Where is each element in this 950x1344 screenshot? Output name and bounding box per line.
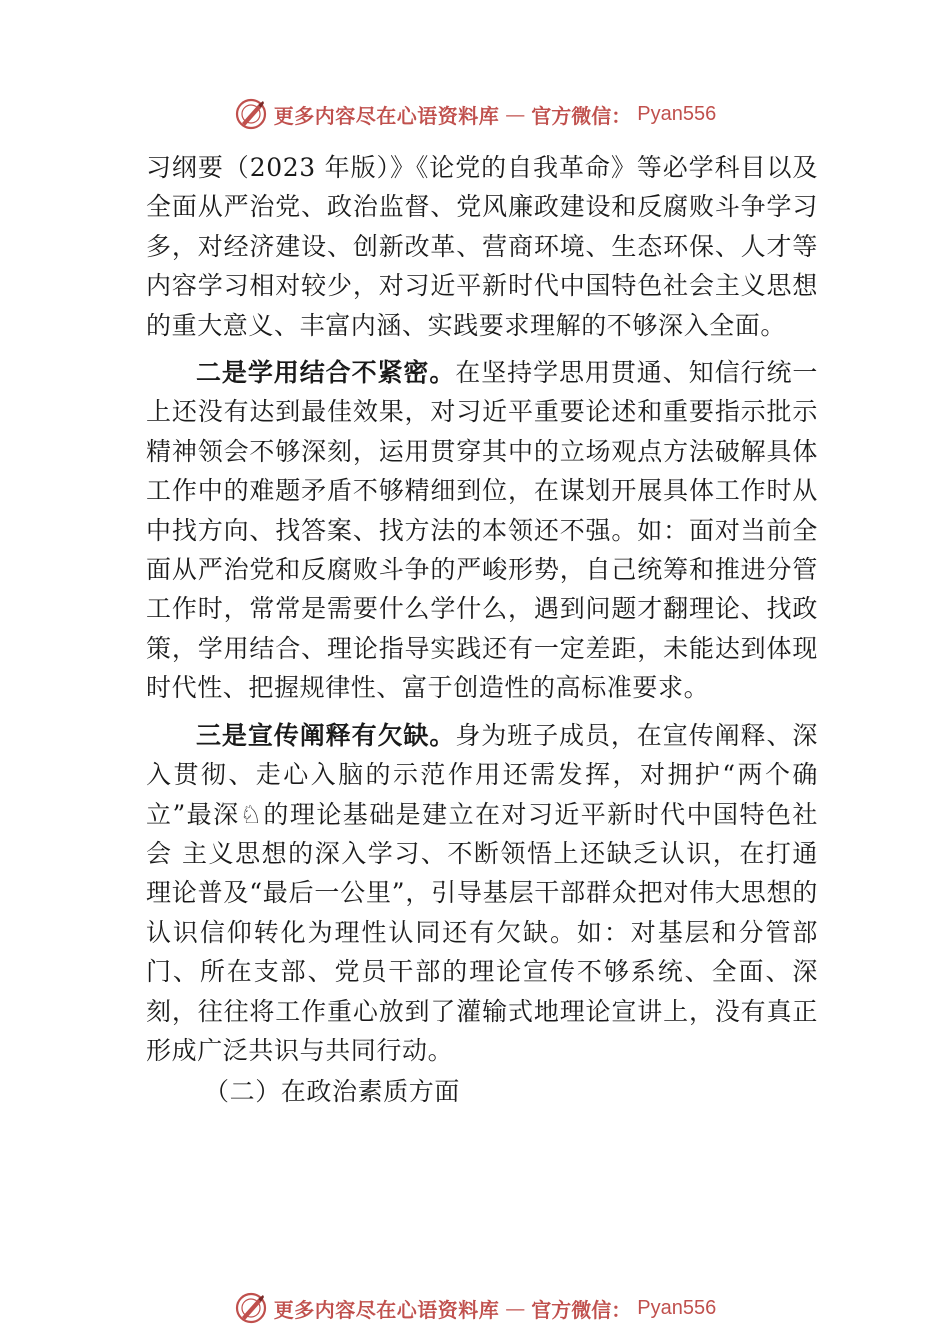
- header-brand-text: 更多内容尽在心语资料库: [273, 103, 500, 128]
- paragraph-3-text: 身为班子成员，在宣传阐释、深入贯彻、走心入脑的示范作用还需发挥，对拥护“两个确立”最深♘的理论基础是建立在对习近平新时代中国特色社会 主义思想的深入学习、不断领悟上还缺乏认识，在打通理论普及“最后一公里”，引导基层干部群众把对伟大思想的认识信仰转化为理性认同还有欠缺。如：对基层和分管部门、所在支部、党员干部的理论宣传不够系统、全面、深刻，往往将工作重心放到了灌输式地理论宣讲上，没有真正形成广泛共识与共同行动。: [146, 720, 818, 1065]
- paragraph-1: 习纲要（2023 年版）》《论党的自我革命》等必学科目以及全面从严治党、政治监督、党风廉政建设和反腐败斗争学习多，对经济建设、创新改革、营商环境、生态环保、人才等内容学习相对较少，对习近平新时代中国特色社会主义思想的重大意义、丰富内涵、实践要求理解的不够深入全面。: [146, 153, 818, 340]
- page-header: [0, 94, 950, 134]
- footer-wechat-label: 官方微信：: [531, 1297, 632, 1322]
- paragraph-2: [146, 353, 818, 708]
- document-body: [146, 148, 818, 1112]
- header-wechat-id: Pyan556: [637, 102, 717, 125]
- footer-brand-text: 更多内容尽在心语资料库: [273, 1297, 500, 1322]
- brand-logo-icon: [234, 97, 268, 131]
- header-wechat-label: 官方微信：: [531, 103, 632, 128]
- page-footer: [0, 1288, 950, 1328]
- paragraph-3: [146, 716, 818, 1071]
- paragraph-3-lead: 三是宣传阐释有欠缺。: [196, 720, 456, 750]
- paragraph-2-text: 在坚持学思用贯通、知信行统一上还没有达到最佳效果，对习近平重要论述和重要指示批示精神领会不够深刻，运用贯穿其中的立场观点方法破解具体工作中的难题矛盾不够精细到位，在谋划开展具体工作时从中找方向、找答案、找方法的本领还不强。如：面对当前全面从严治党和反腐败斗争的严峻形势，自己统筹和推进分管工作时，常常是需要什么学什么，遇到问题才翻理论、找政策，学用结合、理论指导实践还有一定差距，未能达到体现时代性、把握规律性、富于创造性的高标准要求。: [146, 358, 818, 703]
- section-heading: （二）在政治素质方面: [204, 1077, 461, 1107]
- brand-logo-icon: [234, 1291, 268, 1325]
- paragraph-2-lead: 二是学用结合不紧密。: [196, 358, 456, 388]
- footer-dash: —: [505, 1296, 526, 1320]
- header-dash: —: [505, 102, 526, 126]
- footer-wechat-id: Pyan556: [637, 1296, 717, 1319]
